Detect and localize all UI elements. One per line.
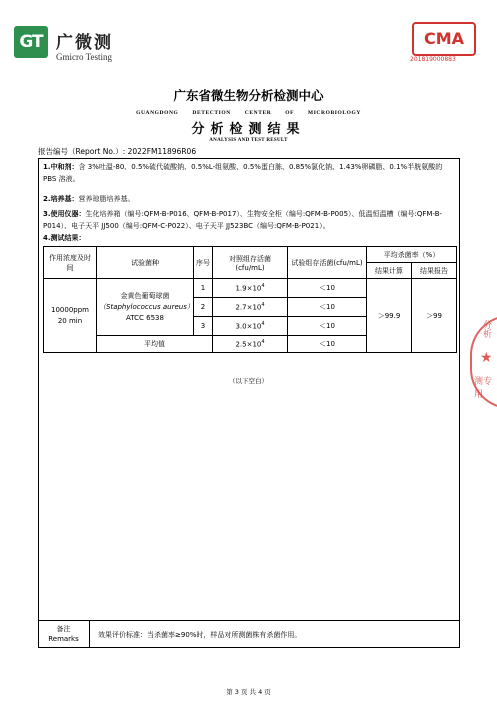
medium-line: [43, 193, 457, 205]
medium-label: 2.培养基：: [43, 195, 79, 203]
strain-latin: （Staphylococcus aureus）: [99, 302, 194, 311]
instruments-line: [43, 208, 457, 232]
control-cell: $3.0\times 10^4$: [213, 317, 288, 336]
avg-test: ＜10: [288, 336, 367, 353]
avg-label: 平均值: [97, 336, 213, 353]
remarks-label-en: Remarks: [48, 635, 79, 643]
header-test: 试验组存活菌(cfu/mL): [288, 247, 367, 279]
cma-logo: CMA: [412, 22, 476, 56]
cma-number: 201819000883: [410, 56, 456, 63]
report-number: 报告编号（Report No.）: 2022FM11896R06: [38, 147, 197, 156]
neutralizer-line: [43, 161, 457, 185]
instruments-label: 3.使用仪器：: [43, 210, 86, 218]
header-report: 结果报告: [412, 263, 457, 279]
seq-cell: 2: [194, 298, 213, 317]
stamp-text-bottom: 测专用: [474, 377, 493, 400]
remarks-text: 效果评价标准：当杀菌率≥90%时，样品对所测菌株有杀菌作用。: [98, 631, 302, 639]
center-name-en: GUANGDONG DETECTION CENTER OF MICROBIOLOGY: [136, 110, 361, 116]
test-cell: ＜10: [288, 317, 367, 336]
page-title-cn: 分析检测结果: [191, 122, 306, 137]
stamp-star-icon: ★: [480, 350, 493, 366]
control-cell: $1.9\times 10^4$: [213, 279, 288, 298]
header-calc: 结果计算: [367, 263, 412, 279]
page-title-en: ANALYSIS AND TEST RESULT: [209, 138, 288, 143]
stamp-text-top: 分析: [481, 320, 491, 338]
report-value: ＞99: [412, 279, 457, 353]
neutralizer-label: 1.中和剂：: [43, 163, 79, 171]
neutralizer-text: 含 3%吐温-80、0.5%硫代硫酸钠、0.5%L-组氨酸、0.5%蛋白胨、0.85%氯化钠、1.43%卵磷脂、0.1%半胱氨酸的 PBS 溶液。: [43, 163, 443, 183]
logo-mark: GT: [14, 26, 48, 58]
blank-note: （以下空白）: [229, 377, 268, 385]
logo-en-text: Gmicro Testing: [56, 52, 112, 62]
results-heading: [43, 232, 457, 244]
remarks-label-cn: 备注: [56, 625, 71, 633]
header-conc: 作用浓度及时间: [44, 247, 97, 279]
test-cell: ＜10: [288, 298, 367, 317]
header-avg-kill: 平均杀菌率（%）: [367, 247, 457, 263]
calc-value: ＞99.9: [367, 279, 412, 353]
strain-cell: [97, 279, 194, 336]
seq-cell: 1: [194, 279, 213, 298]
strain-cn: 金黄色葡萄球菌: [120, 291, 170, 300]
table-row: [44, 279, 457, 298]
test-cell: ＜10: [288, 279, 367, 298]
control-cell: $2.7\times 10^4$: [213, 298, 288, 317]
results-label: 4.测试结果：: [43, 234, 86, 242]
header-control: 对照组存活菌(cfu/mL): [213, 247, 288, 279]
conc-value: 10000ppm 20 min: [44, 279, 97, 353]
strain-atcc: ATCC 6538: [126, 313, 164, 322]
logo-cn-text: 广微测: [56, 33, 113, 53]
header-seq: 序号: [194, 247, 213, 279]
header-strain: 试验菌种: [97, 247, 194, 279]
page-number: 第 3 页 共 4 页: [226, 688, 271, 696]
instruments-text: 生化培养箱（编号:QFM-B-P016、QFM-B-P017）、生物安全柜（编号:QFM-B-P005）、低温恒温槽（编号:QFM-B-P014）、电子天平 JJ500（编号:QFM-C-P022）、电子天平 JJ523BC（编号:QFM-B-P021）。: [43, 210, 443, 230]
remarks-label: [38, 620, 90, 648]
center-name-cn: 广东省微生物分析检测中心: [173, 88, 324, 103]
results-table: [43, 246, 457, 353]
medium-text: 营养琼脂培养基。: [78, 195, 135, 203]
seq-cell: 3: [194, 317, 213, 336]
avg-control: $2.5\times 10^4$: [213, 336, 288, 353]
